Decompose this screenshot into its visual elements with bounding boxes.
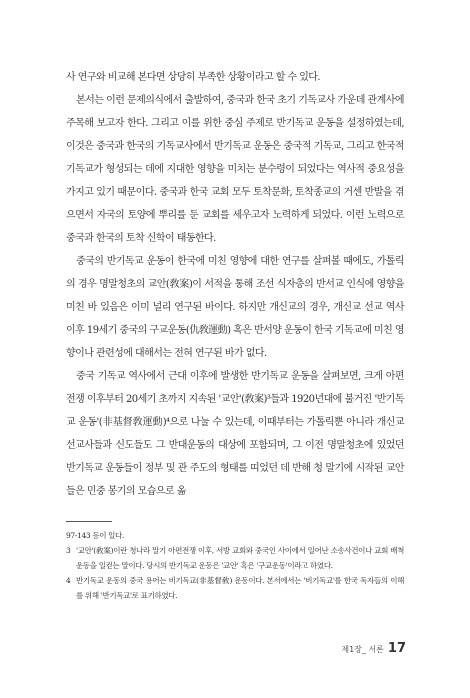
footnote-number: 4	[66, 576, 71, 585]
footnote-text: 97-143 등이 있다.	[66, 531, 124, 540]
paragraph-continued: 사 연구와 비교해 본다면 상당히 부족한 상황이라고 할 수 있다.	[66, 72, 321, 83]
footnote-number: 3	[66, 546, 71, 555]
paragraph: 중국 기독교 역사에서 근대 이후에 발생한 반기독교 운동을 살펴보면, 크게 아편전쟁 이후부터 20세기 초까지 지속된 '교안'(敎案)³들과 1920년대에 불거진 '반기독교 운동'(非基督敎運動)⁴으로 나눌 수 있는데, 이때부터는 가톨릭뿐 아니라 개신교 선교사들과 신도들도 그 반대운동의 대상에 포함되며, 그 이전 명말청초에 있었던 반기독교 운동들이 정부 및 관 주도의 형태를 띠었던 데 반해 청 말기에 시작된 교안들은 민중 봉기의 모습으로 옮	[66, 371, 404, 497]
page-number: 17	[387, 641, 406, 656]
footnote	[66, 543, 404, 573]
footnote-text: '교안'(敎案)이란 청나라 말기 아편전쟁 이후, 서방 교회와 중국인 사이에서 일어난 소송사건이나 교회 배척운동을 일컫는 말이다. 당시의 반기독교 운동은 '교안' 혹은 '구교운동'이라고 하였다.	[76, 546, 404, 570]
paragraph: 본서는 이런 문제의식에서 출발하여, 중국과 한국 초기 기독교사 가운데 관계사에 주목해 보고자 한다. 그리고 이를 위한 중심 주제로 반기독교 운동을 설정하였는데, 이것은 중국과 한국의 기독교사에서 반기독교 운동은 중국적 기독교, 그리고 한국적 기독교가 형성되는 데에 지대한 영향을 미치는 분수령이 되었다는 역사적 중요성을 가지고 있기 때문이다. 중국과 한국 교회 모두 토착문화, 토착종교의 거센 반발을 겪으면서 자국의 토양에 뿌리를 둔 교회를 세우고자 노력하게 되었다. 이런 노력으로 중국과 한국의 토착 신학이 태동한다.	[66, 95, 404, 244]
running-chapter-title: 제1장_ 서론	[341, 645, 384, 654]
footnote-divider	[66, 521, 112, 522]
paragraph: 중국의 반기독교 운동이 한국에 미친 영향에 대한 연구를 살펴볼 때에도, 가톨릭의 경우 명말청초의 교안(敎案)이 서적을 통해 조선 식자층의 반서교 인식에 영향을 미친 바 있음은 이미 널리 연구된 바이다. 하지만 개신교의 경우, 개신교 선교 역사 이후 19세기 중국의 구교운동(仇敎運動) 혹은 반서양 운동이 한국 기독교에 미친 영향이나 관련성에 대해서는 전혀 연구된 바가 없다.	[66, 256, 404, 359]
footnote-continued	[66, 528, 404, 543]
footnotes	[66, 528, 404, 603]
footnote	[66, 573, 404, 603]
body-text	[66, 66, 404, 503]
page-footer	[341, 641, 406, 656]
footnote-text: 반기독교 운동의 중국 용어는 비기독교(非基督敎) 운동이다. 본서에서는 '비기독교'를 한국 독자들의 이해를 위해 '반기독교'로 표기하였다.	[76, 576, 404, 600]
